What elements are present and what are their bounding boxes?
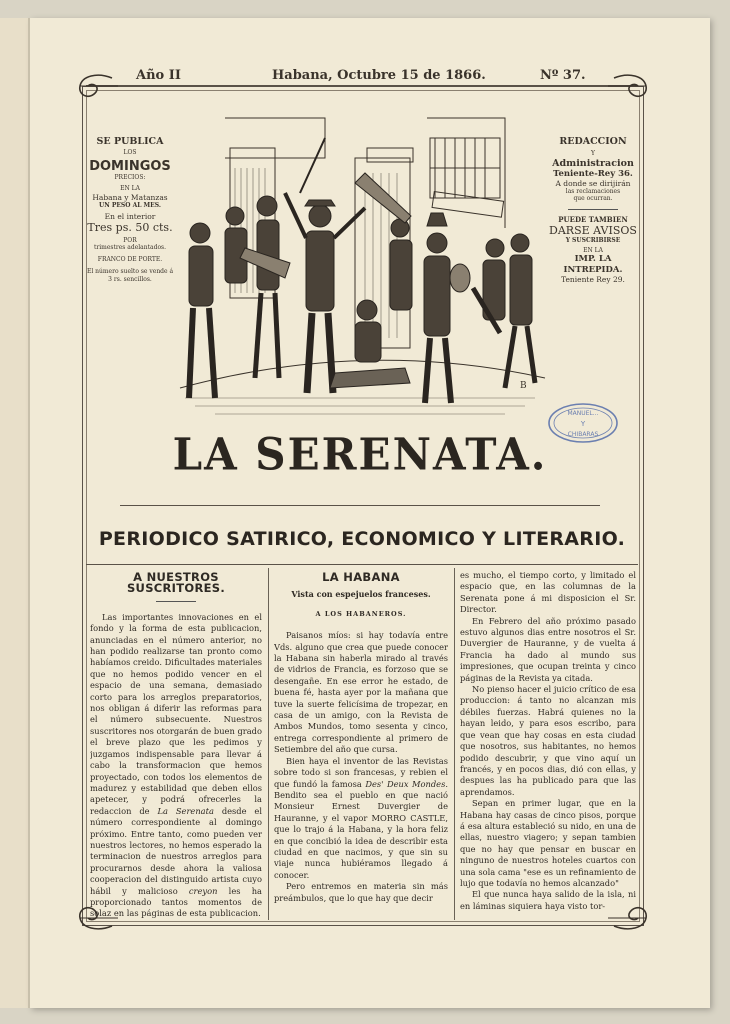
right-info-panel [548,136,638,284]
right-line-11: EN LA [583,247,603,255]
right-line-10: Y SUSCRIBIRSE [565,237,621,245]
issue-number: Nº 37. [540,68,586,83]
article-suscritores [90,568,262,918]
article-3-paragraph-2: En Febrero del año próximo pasado estuvo algunos dias entre nosotros el Sr. Duvergier de Hauranne, y de vuelta á Francia ha dado al mundo sus impresiones, que ocupan treinta y cinco páginas de la Revista ya citada. [460,615,636,683]
left-line-4: PRECIOS: [114,174,146,182]
left-info-panel [86,136,174,283]
masthead-subtitle: PERIODICO SATIRICO, ECONOMICO Y LITERARIO. [98,528,626,550]
right-line-5: A donde se dirijirán [555,179,631,189]
article-la-habana-continued [460,570,636,920]
article-1-italic-a: La Serenata [157,805,214,816]
article-2-subtitle: Vista con espejuelos franceses. [291,589,431,600]
ornament-top-right-icon [606,70,654,104]
left-line-3: DOMINGOS [89,158,171,174]
right-line-1: REDACCION [559,136,627,147]
left-line-9: Tres ps. 50 cts. [87,220,173,234]
article-1-paragraph [90,612,262,918]
column-divider-2 [454,568,455,920]
left-line-7: UN PESO AL MES. [99,201,161,209]
right-line-4: Teniente-Rey 36. [553,168,633,179]
issue-date: Habana, Octubre 15 de 1866. [272,68,486,83]
left-line-1: SE PUBLICA [96,136,164,147]
facing-page-edge [0,18,29,1008]
subtitle-rule [86,564,638,565]
article-1-italic-b: creyon [188,885,218,896]
column-divider-1 [268,568,269,920]
stamp-line-3: CHIBARAS [567,431,599,438]
right-line-6: las reclamaciones [565,188,621,196]
article-2-italic: Des' Deux Mondes [365,778,446,789]
article-3-paragraph-5: El que nunca haya salido de la isla, ni en láminas siquiera haya visto tor- [460,889,636,911]
right-line-12: IMP. LA INTREPIDA. [563,254,623,275]
right-line-7: que ocurran. [573,195,613,203]
right-line-3: Administracion [552,157,634,169]
serenade-illustration [175,98,550,418]
article-1-text-b: desde el número correspondiente al domingo próximo. Entre tanto, como pueden ver nuestros lectores, no hemos esperado la terminacion de nuestros arreglos para procurarnos desde ahora la valiosa cooperacion del distinguido artista cuyo hábil y malicioso [90,805,262,896]
article-2-paragraph-1: Paisanos míos: si hay todavía entre Vds. alguno que crea que puede conocer la Habana sin haberla mirado al través de vidrios de Francia, es forzoso que se desengañe. En ese error he estado, de buena fé, hasta ayer por la mañana que tuve la suerte felicísima de tropezar, en casa de un amigo, con la Revista de Ambos Mundos, tomo sesenta y cinco, entrega correspondiente al primero de Setiembre del año que cursa. [274,630,448,755]
right-line-2: Y [591,150,595,158]
article-1-text-a: Las importantes innovaciones en el fondo y la forma de esta publicacion, anunciadas en el número anterior, no han podido realizarse tan pronto como habíamos creido. Dificultades materiales que no hemos podido vencer en el espacio de una semana, demasiado corto para los arreglos preparatorios, nos obligan á diferir las reformas para el número subsecuente. Nuestros suscritores nos otorgarán de buen grado el breve plazo que les pedimos y juzgamos indispensable para llevar á cabo la transformacion que hemos proyectado, con todos los elementos de madurez y estabilidad que deben ellos apetecer, y podrá ofrecerles la redaccion de [90,611,262,816]
left-line-8: En el interior [104,211,156,221]
right-line-9: DARSE AVISOS [549,223,637,237]
article-2-paragraph-3: Pero entremos en materia sin más preámbulos, que lo que hay que decir [274,881,448,903]
masthead-rule [120,505,600,506]
ornament-top-left-icon [72,70,120,104]
right-line-13: Teniente Rey 29. [561,274,625,284]
article-2-text-a: Bien haya el inventor de las Revistas sobre todo si son francesas, y rebien el que fundó la famosa [274,755,448,789]
left-line-6: Habana y Matanzas [92,192,168,202]
article-3-paragraph-3: No pienso hacer el juicio crítico de esa produccion: á tanto no alcanzan mis débiles fuerzas. Habrá quienes no la hayan leido, y para esos escribo, para que vean que hay cosas en esta ciudad que nosotros, sus habitantes, no hemos podido descubrir, y que vino aquí un francés, y en pocos dias, dió con ellas, y despues las ha publicado para que las aprendamos. [460,684,636,797]
issue-year: Año II [136,68,181,83]
masthead-title: LA SERENATA. [172,428,548,481]
article-3-paragraph-4: Sepan en primer lugar, que en la Habana hay casas de cinco pisos, porque á esa altura estableció su nido, en una de ellas, nuestro viagero; y sepan tambien que no hay que pensar en buscar en ninguno de nuestros hoteles cuartos con una sola cama "ese es un refinamiento de lujo que todavía no hemos alcanzado" [460,798,636,888]
left-line-12: FRANCO DE PORTE. [97,256,163,264]
stamp-line-2: Y [580,420,586,428]
article-2-paragraph-2 [274,756,448,881]
left-line-13: El número suelto se vende á 3 rs. sencillos. [86,268,174,283]
article-la-habana [274,568,448,918]
left-line-10: POR [123,236,137,244]
left-line-2: LOS [123,149,137,157]
article-2-title: LA HABANA [322,570,400,584]
article-3-paragraph-1: es mucho, el tiempo corto, y limitado el espacio que, en las columnas de la Serenata pone á mi disposicion el Sr. Director. [460,570,636,615]
right-line-8: PUEDE TAMBIEN [558,214,628,224]
article-1-rule [156,601,196,602]
left-line-5: EN LA [120,185,140,193]
illus-sign-1 [367,148,413,162]
article-2-text-b: . Bendito sea el pueblo en que nació Monsieur Ernest Duvergier de Hauranne, y el vapor MORRO CASTLE, que lo trajo á la Habana, y la hora feliz en que concibió la idea de describir esta ciudad en que nacimos, y que sin su viaje nunca hubiéramos llegado á conocer. [274,778,448,880]
article-1-text-c: les ha proporcionado tantos momentos de solaz en las páginas de esta publicacion. [90,885,262,918]
stamp-line-1: MANUEL... [567,410,599,417]
right-panel-rule [568,209,618,210]
article-1-title: A NUESTROS SUSCRITORES. [126,570,226,596]
article-2-dedication: A LOS HABANEROS. [315,609,407,618]
left-line-11: trimestres adelantados. [93,244,167,252]
illus-signature: B [520,381,527,391]
